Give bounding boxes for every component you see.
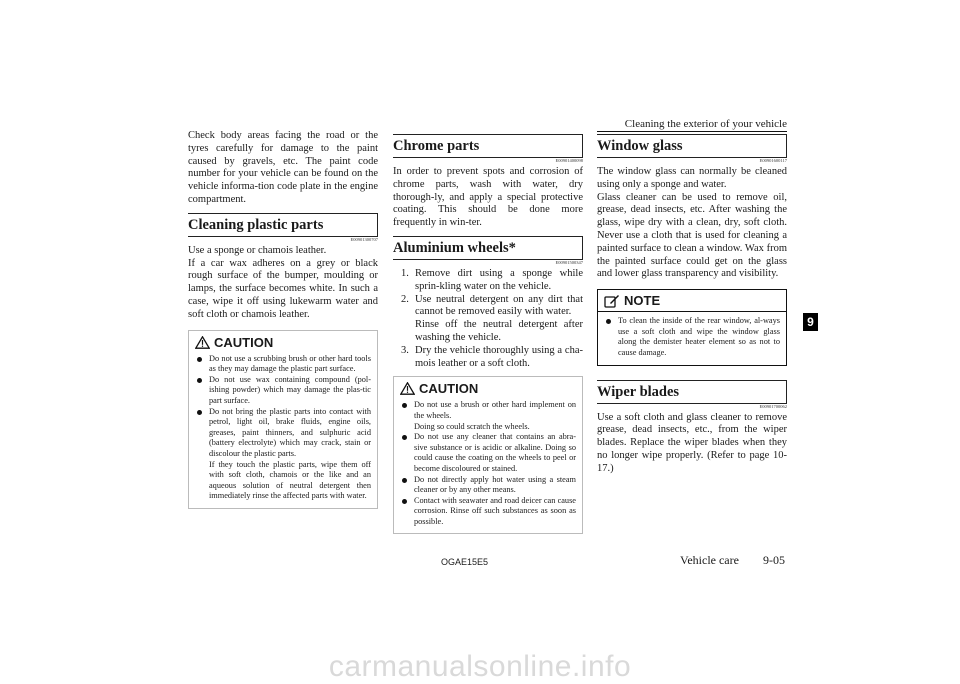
- wheel-steps-list: [393, 268, 583, 370]
- section-code: E00901400098: [555, 158, 583, 163]
- bullet-icon: [402, 478, 407, 483]
- bullet-icon: [402, 499, 407, 504]
- chapter-tab: 9: [803, 313, 818, 331]
- caution-item: Do not use a scrubbing brush or other hard tools as they may damage the plastic part surface.: [195, 354, 371, 375]
- list-item: 1. Remove dirt using a sponge while sprin-kling water on the vehicle.: [401, 267, 583, 292]
- section-heading-wiper: [597, 380, 787, 404]
- document-id: OGAE15E5: [441, 557, 489, 567]
- wiper-paragraph: Use a soft cloth and glass cleaner to remove grease, dead insects, etc., from the wiper blades. Replace the wiper blades when they no longer wipe properly. (Refer to page 10-17.): [597, 411, 787, 474]
- warning-triangle-icon: [400, 382, 415, 395]
- warning-triangle-icon: [195, 336, 210, 349]
- caution-continuation: If they touch the plastic parts, wipe them off with soft cloth, chamois or the like and an aqueous solution of neutral detergent then immediately rinse the affected parts with water.: [209, 459, 371, 501]
- section-code: E00901700062: [759, 403, 787, 409]
- caution-heading: [400, 381, 576, 396]
- paint-check-paragraph: Check body areas facing the road or the tyres carefully for damage to the paint caused by gravels, etc. The paint code number for your vehicle can be found on the vehicle informa-tion code plate in the engine compartment.: [188, 130, 378, 205]
- running-header: Cleaning the exterior of your vehicle: [624, 118, 787, 130]
- column-3: [597, 130, 787, 476]
- window-paragraph-1: The window glass can normally be cleaned using only a sponge and water.: [597, 166, 787, 190]
- column-2: [393, 130, 583, 534]
- section-title: Chrome parts: [393, 138, 480, 154]
- section-title: Cleaning plastic parts: [188, 216, 324, 233]
- note-pen-icon: [604, 294, 620, 308]
- window-paragraph-2: Glass cleaner can be used to remove oil, grease, dead insects, etc. After washing the glass, wipe dry with a clean, dry, soft cloth. Never use a cloth that is used for cleaning a painted surface to clean a window. Wax from the painted surface could get on the glass and lower glass transparency and visibility.: [597, 191, 787, 280]
- section-heading-aluminium: [393, 236, 583, 260]
- list-item: 3. Dry the vehicle thoroughly using a cha-mois leather or a soft cloth.: [401, 344, 583, 369]
- caution-item: Do not use wax containing compound (pol-ishing powder) which may damage the plas-tic part surface.: [195, 375, 371, 407]
- caution-box-plastic: [188, 330, 378, 509]
- section-code: E00901500347: [555, 259, 583, 265]
- watermark: carmanualsonline.info: [328, 650, 632, 683]
- caution-sub-text: Doing so could scratch the wheels.: [414, 421, 530, 431]
- note-heading: [598, 290, 786, 312]
- section-heading-plastic: [188, 213, 378, 237]
- page-number: 9-05: [762, 553, 785, 567]
- list-item: Rinse off the neutral detergent after washing the vehicle.: [415, 319, 583, 343]
- caution-item: Do not use a brush or other hard implement on the wheels.: [400, 400, 576, 421]
- footer-section: Vehicle care: [680, 553, 739, 567]
- note-title: NOTE: [624, 293, 661, 309]
- column-1: [188, 130, 378, 509]
- section-code: E00901600117: [759, 158, 787, 163]
- section-title: Window glass: [597, 138, 683, 154]
- caution-item: Do not bring the plastic parts into contact with petrol, light oil, brake fluids, engine oils, greases, paint thinners, and sulphuric acid (battery electrolyte) which may crack, stain or discolour the plastic parts.: [195, 407, 371, 460]
- section-title: Aluminium wheels*: [393, 239, 516, 256]
- bullet-icon: [197, 410, 202, 415]
- plastic-paragraph-2: If a car wax adheres on a grey or black rough surface of the bumper, moulding or lamps, the surface becomes white. In such a case, wipe it off using lukewarm water and soft cloth or chamois leather.: [188, 257, 378, 320]
- bullet-icon: [402, 403, 407, 408]
- section-heading-window: [597, 134, 787, 158]
- page-footer: [680, 553, 785, 568]
- note-box: [597, 289, 787, 365]
- chrome-paragraph: In order to prevent spots and corrosion of chrome parts, wash with water, dry thorough-ly, and apply a special protective coating. This should be done more frequently in win-ter.: [393, 166, 583, 229]
- list-item: 2. Use neutral detergent on any dirt that cannot be removed easily with water.: [401, 293, 583, 318]
- bullet-icon: [606, 319, 611, 324]
- caution-title: CAUTION: [419, 381, 479, 397]
- caution-title: CAUTION: [214, 334, 274, 350]
- bullet-icon: [402, 435, 407, 440]
- caution-box-wheels: [393, 376, 583, 534]
- caution-item: Do not directly apply hot water using a steam cleaner or by any other means.: [400, 475, 576, 496]
- bullet-icon: [197, 357, 202, 362]
- caution-heading: [195, 335, 371, 350]
- caution-item: Contact with seawater and road deicer can cause corrosion. Rinse off such substances as soon as possible.: [400, 496, 576, 528]
- bullet-icon: [197, 378, 202, 383]
- section-heading-chrome: [393, 134, 583, 158]
- plastic-paragraph-1: Use a sponge or chamois leather.: [188, 244, 327, 256]
- section-code: E00901300707: [350, 236, 378, 242]
- section-title: Wiper blades: [597, 383, 680, 400]
- caution-item: Do not use any cleaner that contains an abra-sive substance or is acidic or alkaline. Doing so could cause the coating on the wheels to peel or become discoloured or stained.: [400, 432, 576, 474]
- note-item: To clean the inside of the rear window, al-ways use a soft cloth and wipe the window glass along the demister heater element so as not to cause damage.: [604, 316, 780, 358]
